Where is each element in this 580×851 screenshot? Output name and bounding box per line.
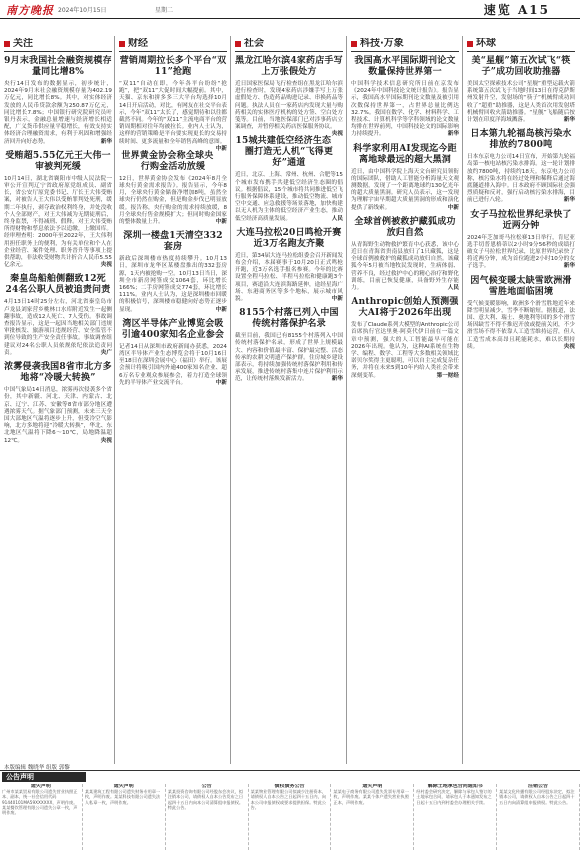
article-text: 中国科学技术信息研究所日前在京发布《2024年中国科技论文统计报告》。报告显示，我国高水平国际期刊论文数量及被引用次数保持世界第一，占世界总量比例达32.7%。我国在数学、化学、材料科学、工程技术、计算机科学等学科领域的论文数量均排在世界前列，中国科技论文的国际影响力持续提升。 (351, 81, 459, 138)
column-3 (351, 38, 459, 763)
column-title: 科技·万象 (360, 38, 404, 49)
article-text: 近日，第34届大连马拉松组委会召开新闻发布会介绍，本届赛事于10月20日正式鸣枪开跑，近3万名选手报名参赛。今年的比赛设置全程马拉松、半程马拉松和健康跑3个项目，赛道沿大连滨海路延伸，途经星海广场、东港商务区等多个地标，展示城市风貌。 (235, 252, 343, 303)
article-source: 新华 (100, 138, 112, 145)
article (467, 129, 575, 204)
article-headline[interactable]: 9月末我国社会融资规模存量同比增8% (4, 56, 112, 77)
notice-title: 遗失声明 (30, 784, 51, 789)
article-body (4, 176, 112, 270)
article-headline[interactable]: 美“星舰”第五次试飞“筷子”成功回收助推器 (471, 56, 571, 77)
article-text: 2024年芝加哥马拉松赛13日举行，肯尼亚选手切普恩格蒂以2小时9分56秒的成绩打破女子马拉松世界纪录，比原世界纪录快了将近两分钟，成为首位跑进2小时10分的女子选手。 (467, 234, 575, 270)
notice-title: 解除土地承包合同通知书 (427, 784, 483, 789)
section-square-icon (235, 41, 241, 47)
notice-title: 债权债务公告 (274, 784, 305, 789)
article-body (235, 172, 343, 222)
article-source: 新华 (331, 376, 343, 383)
notice-item (497, 784, 580, 850)
section-square-icon (467, 41, 473, 47)
article-headline[interactable]: 我国高水平国际期刊论文数量保持世界第一 (354, 56, 456, 77)
article (119, 56, 227, 152)
editor-byline: 本版编辑 魏晓华 组版 郭黎 (4, 765, 70, 771)
article-source: 新华 (563, 263, 575, 270)
article-body (235, 333, 343, 383)
article-headline[interactable]: 浓雾侵袭我国8省市北方多地将“冷暖大转换” (4, 362, 112, 384)
article-body (351, 169, 459, 212)
article-source: 央视 (100, 262, 112, 269)
article-text: 中国气象局14日消息，浓雾再次侵袭多个省份，其中新疆、河北、天津、内蒙古、北京、辽宁、江苏、安徽等8省市部分地区遭遇浓雾天气。据气象部门预测，未来三天全国大部地区气温将逐步上升，但受冷空气影响，北方多地将迎“冷暖大转换”，华北、东北地区气温将下降6～10℃，局地降温超12℃。 (4, 387, 112, 444)
article (351, 217, 459, 292)
article-source: 中新 (215, 306, 227, 313)
article (235, 228, 343, 303)
notice-text: 某某物业管理有限公司拟减少注册资本，请债权人自本公告之日起四十五日内，向本公司申报债权或要求提供担保。特此公告。 (250, 789, 326, 810)
article-headline[interactable]: 世界黄金协会称全球央行购金活动放缓 (121, 150, 214, 172)
article (467, 276, 575, 351)
article (351, 297, 459, 380)
article-text: 记者14日从深圳市政府新闻办获悉，2024湾区半导体产业生态博览会将于10月16日至18日在深圳会展中心（福田）举行。该展会预计将吸引国内外逾400家知名企业、超6万名专业观众参展参会，着力打造全球领先的半导体产业交流平台。 (119, 343, 227, 386)
article-text: 美国太空探索技术公司“星舰”重型运载火箭系统第五次试飞于当地时间13日在得克萨斯州发射升空，发射场的“筷子”机械臂成功回收了“超重”助推器，这是人类首次用发射塔机械臂回收火箭助推器。“星舰”飞船随后按计划在印度洋海域溅落。 (467, 81, 575, 124)
notice-item (331, 784, 414, 850)
notice-title: 公告 (201, 784, 212, 789)
article (119, 231, 227, 314)
article-text: 发布了Claude系列大模型的Anthropic公司首席执行官达里奥·阿莫代伊日前在一篇文章中预测，强大的人工智能最早可能在2026年出现。他认为，这种AI系统在生物学、编程、数学、工程等大多数相关领域比诺贝尔奖得主更聪明，可以自主完成复杂任务，并将在未来5到10年内给人类社会带来深刻变革。 (351, 322, 459, 379)
section-title (484, 1, 550, 18)
article (4, 56, 112, 146)
notice-title: 注销公告 (528, 784, 549, 789)
issue-date: 2024年10月15日 (58, 7, 107, 14)
article-body (351, 81, 459, 139)
article-body (4, 299, 112, 357)
notice-item (166, 784, 249, 850)
notice-text: 某某电子商务有限公司遗失发票专用章一枚，声明作废。某某个体户遗失营业执照正本，声明作废。 (333, 789, 409, 805)
weekday: 星期二 (155, 7, 174, 14)
article-body (119, 256, 227, 314)
article-headline[interactable]: 湾区半导体产业博览会吸引逾400家知名企业参会 (121, 318, 225, 340)
article (351, 144, 459, 212)
article-headline[interactable]: 受贿超5.55亿元王大伟一审被判死缓 (5, 150, 111, 172)
column-header (351, 38, 459, 52)
article-source: 央视 (100, 437, 112, 444)
section-square-icon (119, 41, 125, 47)
article-headline[interactable]: 8155个村落已列入中国传统村落保护名录 (239, 308, 339, 330)
article-headline[interactable]: 日本第九轮福岛核污染水排放约7800吨 (470, 129, 572, 151)
notice-title: 遗失声明 (113, 784, 134, 789)
column-title: 财经 (128, 38, 148, 49)
column-1 (119, 38, 227, 763)
newspaper-logo: 南方晚报 (6, 4, 54, 17)
article (467, 210, 575, 271)
article-text: 新政后深圳楼市热度持续攀升。10月13日，深圳市龙华区某楼盘推出的332套房源，1天内被抢购一空。10月13日当日，深圳全市新房网签成交1064套，环比增长166%；二手房网签成交774套，环比增长111%。业内人士认为，这是深圳楼市回暖的积极信号，深圳楼市稳健向好态势正逐步显现。 (119, 256, 227, 313)
article (351, 56, 459, 139)
column-header (467, 38, 575, 52)
notice-text: 广州市某某贸易有限公司遗失营业执照正本、副本，统一社会信用代码91440101MA59XXXXXX，声明作废。某某餐饮管理有限公司遗失公章一枚，声明作废。 (2, 789, 78, 816)
article (235, 136, 343, 222)
article-headline[interactable]: 因气候变暖太缺雪欧洲滑雪胜地面临困境 (470, 275, 572, 297)
masthead (0, 0, 580, 19)
article-text: 近日，由中国科学院上海天文台研究员领衔的国际团队，借助人工智能分析海量天文观测数据，发现了一个距离地球约130亿光年的超大质量黑洞。研究人员表示，这一发现为理解宇宙早期超大质量黑洞的形成和演化提供了新线索。 (351, 168, 459, 211)
article-text: 受气候变暖影响，欧洲多个滑雪胜地近年来降雪明显减少，雪季不断缩短。据报道，法国、意大利、瑞士、奥地利等国的多个滑雪场因缺雪不得不推迟开放或提前关闭，不少滑雪场不得不依靠人工造雪维持运营，但人工造雪成本高昂且耗能耗水，难以长期持续。 (467, 300, 575, 350)
article-headline[interactable]: Anthropic创始人预测强大AI将于2026年出现 (351, 297, 459, 319)
article-text: 近日国家医保局飞行检查组在黑龙江哈尔滨进行检查时，发现4家药店涉嫌手写上万张虚假处方、伪造药品购进记录、串换药品等问题。执法人员在一家药店内发现大量与购药相关的实体医疗机构的处方签、空白处方笺等。目前，当地医保部门已对涉事药店立案调查，并暂停相关药店医保服务协议。 (235, 81, 343, 131)
article-text: 10月14日，湖北省襄阳市中级人民法院一审公开宣判辽宁省政府原党组成员、副省长，省公安厅原党委书记、厅长王大伟受贿案，对被告人王大伟以受贿罪判处死刑，缓期二年执行，剥夺政治权利终身，并处没收个人全部财产，对王大伟减为无期徒刑后，终身监禁，不得减刑、假释。对王大伟受贿所得财物和孳息依法予以追缴，上缴国库。经审理查明：2000年至2022年，王大伟利用担任职务上的便利，为有关单位和个人在企业经营、案件处理、职务晋升等事项上提供帮助，非法收受财物共计折合人民币5.55亿余元。 (4, 175, 112, 269)
article-headline[interactable]: 大连马拉松20日鸣枪开赛近3万名跑友齐聚 (236, 227, 342, 249)
article-headline[interactable]: 营销周期拉长多个平台“双11”抢跑 (119, 56, 227, 77)
article (467, 56, 575, 124)
section-name: 速览 (483, 3, 512, 17)
page-number: A15 (517, 3, 550, 17)
section-square-icon (4, 41, 10, 47)
article-text: 央行14日发布的数据显示，初步统计，2024年9月末社会融资规模存量为402.19万亿元，同比增长8%。其中，对实体经济发放的人民币贷款余额为250.87万亿元，同比增长7.8%；中国银行研究院研究员叶银丹表示，金融总量增速与经济增长相适配，广义货币供应量平稳增长，有效支持实体经济合理融资需求，有利于巩固和增强经济回升向好态势。 (4, 81, 112, 145)
notice-item (414, 784, 497, 850)
article-body (235, 81, 343, 138)
article (235, 308, 343, 383)
article-body (119, 344, 227, 387)
article-source: 新华 (563, 117, 575, 124)
column-2 (235, 38, 343, 763)
notice-title: 遗失声明 (362, 784, 383, 789)
article-source: 新华 (563, 197, 575, 204)
notice-item (249, 784, 332, 850)
article-headline[interactable]: 15城共建低空经济生态圈打造无人机“飞得更好”通道 (235, 136, 334, 169)
article-source: 中新 (331, 296, 343, 303)
article-text: 12日，世界黄金协会发布《2024年8月全球央行黄金需求报告》。报告显示，今年8月，全球央行黄金储备净增加8吨，虽然全球央行仍然在购金，但是购金步伐已明显放缓。报告称，央行购金的需求持续放缓，8月全球央行售金规模扩大；但同时购金国家的整体数量上升。 (119, 175, 227, 226)
article-body (467, 235, 575, 271)
notice-text: 某某建筑工程有限公司遗失财务专用章一枚，声明作废。某某科技有限公司遗失法人私章一枚，声明作废。 (84, 789, 161, 805)
article-source: 新华 (447, 131, 459, 138)
article-source: 人民 (331, 215, 343, 222)
notices-header: 公告声明 (2, 772, 86, 782)
notices-area (0, 784, 580, 850)
column-title: 社会 (244, 38, 264, 49)
article-source: 央视 (563, 343, 575, 350)
column-4 (467, 38, 575, 763)
article-body (467, 154, 575, 204)
column-header (119, 38, 227, 52)
article-source: 央视 (331, 131, 343, 138)
article-source: 中新 (215, 379, 227, 386)
notice-item (0, 784, 83, 850)
article (4, 274, 112, 357)
article-headline[interactable]: 全球首例被救护藏狐成功放归自然 (354, 216, 456, 238)
article-body (467, 81, 575, 124)
article-body (119, 81, 227, 152)
article-text: “双11”自动在即，今年各平台纷纷“抢跑”，把“双11”大促时间大幅提前。其中，天猫、京东和拼多多三大平台均选择10月14日开启活动，对比，有网友在社交平台表示，今年“双11”太长了，感觉期待和以往都截然不同。今年的“双11”主流电商平台的营销周期相对往年均被拉长。业内人士认为，这样的营销策略是平台要实现更长的交易持续时间、更多流量和全年销售高峰的意图。 (119, 81, 227, 145)
article-text: 近日，北京、上海、常州、杭州、合肥等15个城市发布携手共建低空经济生态圈的倡议。根据倡议，15个城市将共同推进低空飞行服务保障体系建设，推动低空物流、城市空中交通、应急救援等场景落地，加快构建以无人机为主体的低空经济产业生态，推动低空经济高质量发展。 (235, 172, 343, 222)
article-body (351, 322, 459, 380)
article-body (119, 176, 227, 226)
article-body (351, 242, 459, 292)
article-headline[interactable]: 黑龙江哈尔滨4家药店手写上万张假处方 (235, 56, 343, 77)
column-0 (4, 38, 112, 763)
article-source: 中新 (215, 145, 227, 152)
article-body (4, 387, 112, 445)
notice-text: 某某投资咨询有限公司经股东会决议，拟注销本公司，请债权人自本公告发布之日起四十五日内向本公司清算组申报债权。特此公告。 (167, 789, 244, 810)
article-source: 中新 (215, 219, 227, 226)
article-text: 4月13日14时25分左右，河北省秦皇岛市卢龙县刘家营乡桃林口水库附近发生一起侧翻事故，造成12人死亡、7人受伤。事故调查报告显示，这是一起因当地相关部门违规审批核发、旅游项目违规经营、安全监管不到位导致的生产安全责任事故。事故调查组建议对24名公职人员依规依纪依法追责问责。 (4, 299, 112, 356)
notice-text: 某某文化传播有限公司经股东决定，拟注销本公司，请债权人自本公告之日起四十五日内向清算组申报债权。特此公告。 (499, 789, 575, 805)
article-text: 从青海野生动物救护繁育中心获悉，该中心近日在青海省贵南县放归了1只藏狐，这是全球首例被救护的藏狐成功放归自然。该藏狐今年5月被当地牧民发现时，生病体弱、营养不良，经过救护中心的精心治疗和野化训练，目前已恢复健康，具备野外生存能力。 (351, 241, 459, 292)
article-body (235, 253, 343, 303)
article-body (4, 81, 112, 146)
column-title: 环球 (476, 38, 496, 49)
column-header (235, 38, 343, 52)
article-body (467, 301, 575, 351)
section-square-icon (351, 41, 357, 47)
article-headline[interactable]: 秦皇岛船舶侧翻致12死24名公职人员被追责问责 (5, 274, 111, 296)
article-source: 央广 (100, 349, 112, 356)
article-headline[interactable]: 深圳一楼盘1天清空332套房 (123, 231, 223, 253)
notice-text: 经村委会研究决定，解除与承包人签订的土地承包合同，请承包人于本通知发布之日起十五日内到村委会办理相关手续。 (416, 789, 492, 805)
article (119, 151, 227, 226)
column-header (4, 38, 112, 52)
article-headline[interactable]: 科学家利用AI发现迄今距离地球最远的超大黑洞 (353, 143, 457, 165)
article-text: 日本东京电力公司14日宣布，开始第九轮福岛第一核电站核污染水排海。这一轮计划排放约7800吨，持续约18天。东京电力公司称，核污染水将在经过处理和稀释后通过海底隧道排入海中。日本政府不顾国际社会强烈质疑和反对，强行启动核污染水排海，目前已进行八轮。 (467, 154, 575, 204)
article (119, 319, 227, 387)
column-title: 关注 (13, 38, 33, 49)
article (235, 56, 343, 138)
article-source: 中新 (447, 204, 459, 211)
article-headline[interactable]: 女子马拉松世界纪录快了近两分钟 (470, 209, 572, 231)
article (4, 151, 112, 270)
notice-item (83, 784, 166, 850)
article-text: 截至目前，我国已有8155个村落列入中国传统村落保护名录，形成了世界上规模最大、内容和价值最丰富、保护最完整、活态传承的农耕文明遗产保护群。住房城乡建设部表示，将持续加强传统村落保护利用和传承发展，推进传统村落集中连片保护利用示范，让传统村落焕发新活力。 (235, 333, 343, 383)
article-source: 人民 (447, 285, 459, 292)
article (4, 362, 112, 445)
article-source: 第一财经 (436, 372, 459, 379)
